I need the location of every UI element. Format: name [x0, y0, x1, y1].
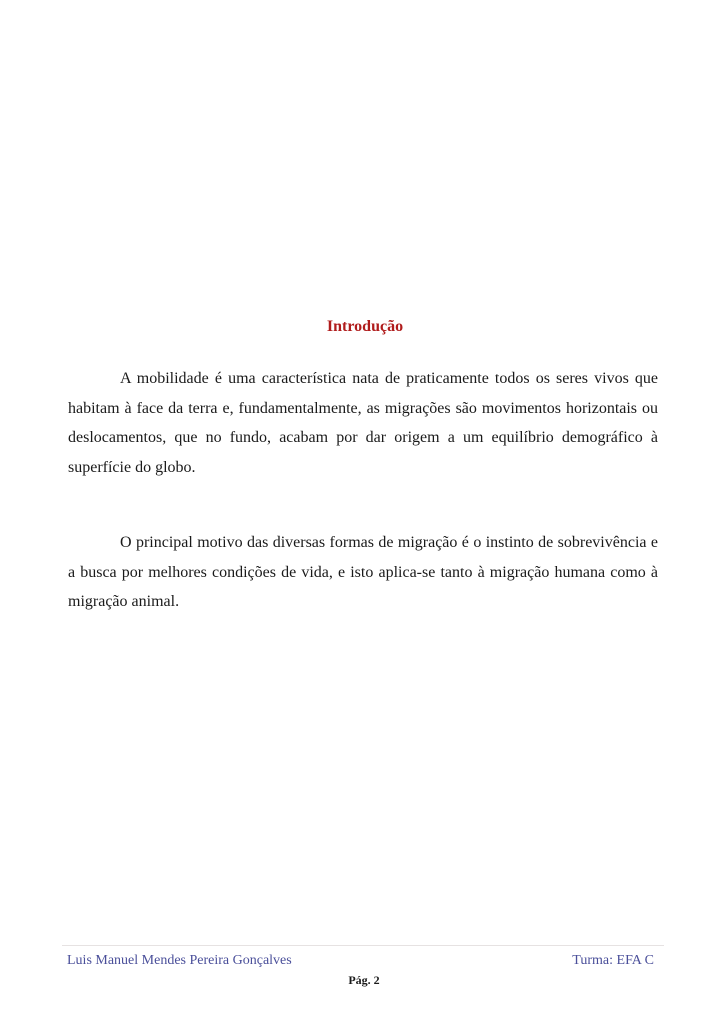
intro-paragraph-1: A mobilidade é uma característica nata de praticamente todos os seres vivos que habitam à face da terra e, fundamentalmente, as migrações são movimentos horizontais ou deslocamentos, que no fundo, acabam por dar origem a um equilíbrio demográfico à superfície do globo. [68, 370, 658, 476]
page-number: Pág. 2 [348, 973, 380, 987]
footer-author: Luis Manuel Mendes Pereira Gonçalves [67, 953, 292, 968]
section-title-text: Introdução [326, 318, 404, 335]
footer-class: Turma: EFA C [572, 953, 654, 968]
footer-divider [62, 945, 664, 946]
section-title [0, 318, 728, 336]
intro-paragraph-2: O principal motivo das diversas formas de migração é o instinto de sobrevivência e a busca por melhores condições de vida, e isto aplica-se tanto à migração humana como à migração animal. [68, 534, 658, 610]
